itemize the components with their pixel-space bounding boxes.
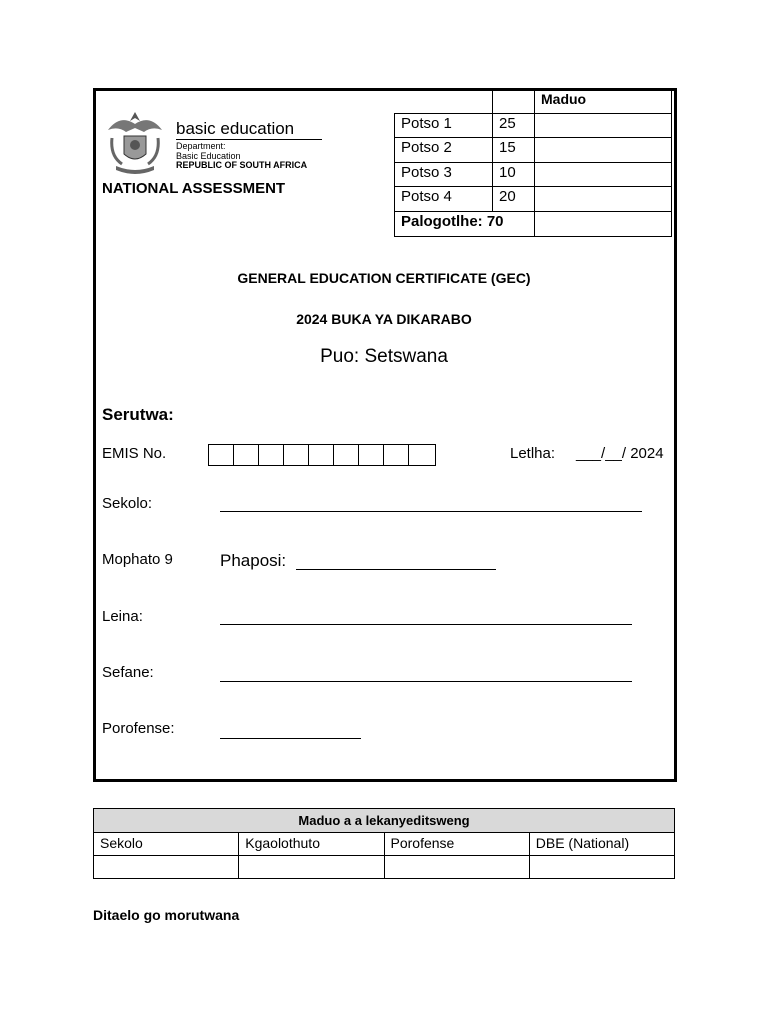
dept-line-1: Department: — [176, 141, 226, 151]
province-field[interactable] — [220, 738, 361, 739]
question-max: 15 — [493, 138, 535, 163]
emis-boxes[interactable] — [208, 444, 436, 466]
question-score — [535, 187, 672, 212]
question-label: Potso 3 — [395, 162, 493, 187]
emis-label: EMIS No. — [102, 445, 167, 462]
date-value[interactable]: ___/__/ 2024 — [576, 445, 664, 462]
name-label: Leina: — [102, 608, 143, 625]
question-label: Potso 2 — [395, 138, 493, 163]
moderation-cell[interactable] — [384, 856, 529, 879]
marks-row — [395, 187, 672, 212]
question-max: 10 — [493, 162, 535, 187]
moderation-col: Kgaolothuto — [239, 833, 384, 856]
book-title: 2024 BUKA YA DIKARABO — [296, 311, 472, 327]
question-label: Potso 4 — [395, 187, 493, 212]
moderation-title: Maduo a a lekanyeditsweng — [94, 809, 675, 833]
national-assessment: NATIONAL ASSESSMENT — [102, 180, 286, 197]
learner-heading: Serutwa: — [102, 405, 174, 424]
moderation-col: Porofense — [384, 833, 529, 856]
marks-heading: Maduo — [535, 89, 672, 114]
question-label: Potso 1 — [395, 113, 493, 138]
name-field[interactable] — [220, 624, 632, 625]
logo-text: basic education — [176, 119, 295, 138]
coat-of-arms-icon — [104, 108, 166, 176]
moderation-cell[interactable] — [94, 856, 239, 879]
marks-total: Palogotlhe: 70 — [395, 211, 535, 236]
instructions-heading: Ditaelo go morutwana — [93, 907, 240, 923]
marks-total-row — [395, 211, 672, 236]
total-score — [535, 211, 672, 236]
question-max: 25 — [493, 113, 535, 138]
question-score — [535, 113, 672, 138]
marks-row — [395, 162, 672, 187]
question-max: 20 — [493, 187, 535, 212]
marks-row — [395, 113, 672, 138]
moderation-cell[interactable] — [239, 856, 384, 879]
marks-table — [394, 88, 672, 237]
grade-label: Mophato 9 — [102, 551, 173, 568]
moderation-col: DBE (National) — [529, 833, 674, 856]
surname-field[interactable] — [220, 681, 632, 682]
logo-underline — [176, 139, 322, 140]
class-field[interactable] — [296, 569, 496, 570]
certificate-title: GENERAL EDUCATION CERTIFICATE (GEC) — [237, 270, 531, 286]
subject-title: Puo: Setswana — [320, 346, 448, 367]
surname-label: Sefane: — [102, 664, 154, 681]
moderation-table — [93, 808, 675, 879]
marks-row — [395, 138, 672, 163]
dept-line-3: REPUBLIC OF SOUTH AFRICA — [176, 160, 308, 170]
date-label: Letlha: — [510, 445, 556, 462]
dept-line-2: Basic Education — [176, 151, 241, 161]
province-label: Porofense: — [102, 720, 175, 737]
moderation-cell[interactable] — [529, 856, 674, 879]
moderation-col: Sekolo — [94, 833, 239, 856]
question-score — [535, 162, 672, 187]
question-score — [535, 138, 672, 163]
school-label: Sekolo: — [102, 495, 153, 512]
class-label: Phaposi: — [220, 551, 287, 570]
school-field[interactable] — [220, 511, 642, 512]
